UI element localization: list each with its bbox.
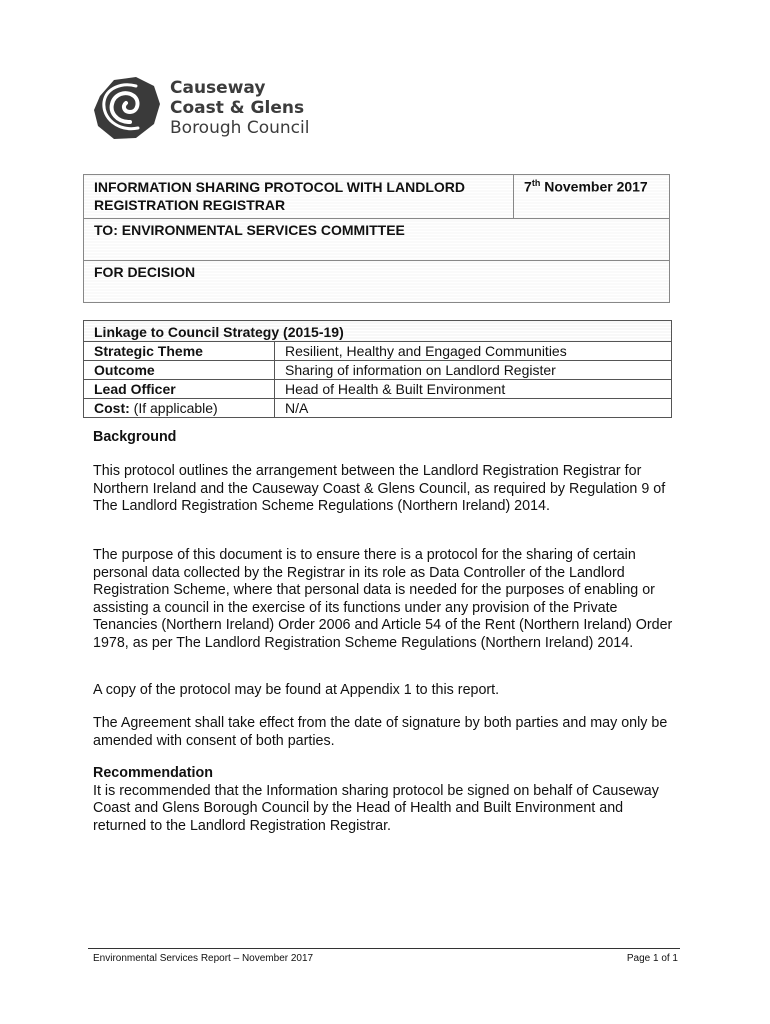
linkage-key: Lead Officer (84, 380, 275, 399)
footer-page-number: Page 1 of 1 (626, 953, 678, 964)
background-para-1 (93, 463, 673, 516)
report-purpose: FOR DECISION (84, 261, 670, 303)
date-day: 7 (524, 178, 532, 195)
report-title: INFORMATION SHARING PROTOCOL WITH LANDLORD REGISTRATION REGISTRAR (84, 175, 514, 219)
cost-note: (If applicable) (129, 400, 218, 416)
background-para-4 (93, 715, 673, 750)
background-para-3 (93, 682, 673, 700)
linkage-key: Strategic Theme (84, 342, 275, 361)
table-row (84, 361, 672, 380)
linkage-value: N/A (275, 399, 672, 418)
paragraph: This protocol outlines the arrangement between the Landlord Registration Registrar for Northern Ireland and the Causeway Coast & Glens Council, as required by Regulation 9 of The Landlord Registration Scheme Regulations (Northern Ireland) 2014. (93, 463, 666, 514)
linkage-value: Head of Health & Built Environment (275, 380, 672, 399)
background-para-2 (93, 547, 673, 652)
logo-line-3: Borough Council (170, 118, 310, 138)
council-logo-mark-icon (92, 74, 162, 142)
paragraph: The purpose of this document is to ensure there is a protocol for the sharing of certain personal data collected by the Registrar in its role as Data Controller of the Landlord Registration Scheme, where that personal data is needed for the purposes of enabling or assisting a council in the exercise of its functions under any provision of the Private Tenancies (Northern Ireland) Order 2006 and Article 54 of the Rent (Northern Ireland) Order 1978, as per The Landlord Registration Scheme Regulations (Northern Ireland) 2014. (93, 547, 673, 651)
linkage-key (84, 399, 275, 418)
logo-line-1: Causeway (170, 78, 266, 98)
report-addressee: TO: ENVIRONMENTAL SERVICES COMMITTEE (84, 219, 670, 261)
background-section (93, 429, 673, 447)
paragraph: A copy of the protocol may be found at Appendix 1 to this report. (93, 682, 500, 698)
footer-report-name: Environmental Services Report – November 2017 (93, 953, 314, 964)
recommendation-heading: Recommendation (93, 765, 213, 781)
report-header-table (83, 174, 670, 303)
strategy-linkage-table (83, 320, 672, 418)
linkage-key: Outcome (84, 361, 275, 380)
footer-divider (88, 948, 680, 949)
background-heading: Background (93, 429, 177, 445)
date-rest: November 2017 (540, 178, 648, 195)
cost-label: Cost: (94, 400, 130, 416)
table-row (84, 399, 672, 418)
recommendation-section (93, 765, 673, 835)
date-suffix: th (531, 178, 541, 188)
linkage-heading: Linkage to Council Strategy (2015-19) (84, 321, 672, 342)
report-date (514, 175, 670, 219)
table-row (84, 342, 672, 361)
recommendation-text: It is recommended that the Information sharing protocol be signed on behalf of Causeway Coast and Glens Borough Council by the Head of Health and Built Environment and returned to the Landlord Registration Registrar. (93, 782, 659, 834)
table-row (84, 380, 672, 399)
council-logo (92, 74, 322, 144)
paragraph: The Agreement shall take effect from the date of signature by both parties and may only be amended with consent of both parties. (93, 715, 668, 749)
linkage-value: Sharing of information on Landlord Register (275, 361, 672, 380)
logo-line-2: Coast & Glens (170, 98, 305, 118)
linkage-value: Resilient, Healthy and Engaged Communities (275, 342, 672, 361)
